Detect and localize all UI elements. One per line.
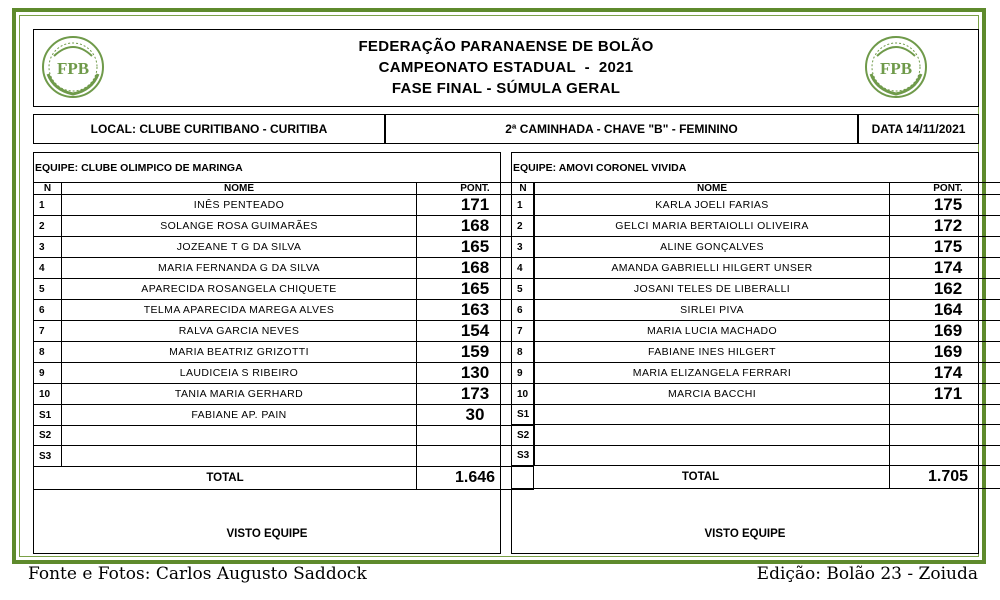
footer-source: Fonte e Fotos: Carlos Augusto Saddock [28, 564, 367, 584]
table-row [34, 405, 534, 426]
federation-logo-right [863, 34, 929, 100]
player-name: MARIA FERNANDA G DA SILVA [62, 258, 417, 279]
svg-text:FPB: FPB [56, 59, 90, 78]
player-score: 130 [417, 363, 534, 384]
player-name: KARLA JOELI FARIAS [535, 195, 890, 216]
total-value: 1.705 [890, 466, 1000, 489]
player-score: 174 [890, 363, 1000, 384]
player-name: ALINE GONÇALVES [535, 237, 890, 258]
local-text: LOCAL: CLUBE CURITIBANO - CURITIBA [90, 122, 328, 136]
row-number: 9 [512, 363, 535, 384]
column-header-pts: PONT. [890, 183, 1000, 195]
total-row [512, 466, 1000, 489]
table-row [512, 321, 1000, 342]
player-name: TANIA MARIA GERHARD [62, 384, 417, 405]
title-line-1: FEDERAÇÃO PARANAENSE DE BOLÃO [358, 38, 654, 55]
column-header-name: NOME [62, 183, 417, 195]
row-number: 2 [512, 216, 535, 237]
player-score: 175 [890, 237, 1000, 258]
row-number: 1 [34, 195, 62, 216]
player-name: FABIANE AP. PAIN [62, 405, 417, 426]
team-a-visto: VISTO EQUIPE [226, 528, 308, 540]
team-b-visto: VISTO EQUIPE [704, 528, 786, 540]
round-text: 2ª CAMINHADA - CHAVE "B" - FEMININO [505, 122, 738, 136]
player-score: 175 [890, 195, 1000, 216]
row-number: S3 [34, 446, 62, 466]
player-score: 169 [890, 321, 1000, 342]
player-score: 169 [890, 342, 1000, 363]
row-number: 8 [34, 342, 62, 363]
player-score: 174 [890, 258, 1000, 279]
player-name [535, 445, 890, 465]
team-a-table [33, 182, 534, 490]
table-row [512, 405, 1000, 425]
player-score [890, 405, 1000, 425]
player-score: 172 [890, 216, 1000, 237]
player-name: SIRLEI PIVA [535, 300, 890, 321]
player-score [890, 445, 1000, 465]
table-row [512, 363, 1000, 384]
title-line-3: FASE FINAL - SÚMULA GERAL [391, 80, 621, 97]
row-number: 10 [512, 384, 535, 405]
table-row [512, 216, 1000, 237]
player-score: 165 [417, 279, 534, 300]
round-box [385, 114, 858, 144]
team-b-table [511, 182, 1000, 489]
row-number: 9 [34, 363, 62, 384]
row-number: S2 [512, 425, 535, 445]
table-row [512, 342, 1000, 363]
table-row [34, 446, 534, 466]
table-row [34, 384, 534, 405]
row-number: 5 [34, 279, 62, 300]
row-number: S2 [34, 426, 62, 446]
player-score: 168 [417, 216, 534, 237]
table-row [34, 363, 534, 384]
player-name: JOSANI TELES DE LIBERALLI [535, 279, 890, 300]
player-score: 173 [417, 384, 534, 405]
player-name [62, 446, 417, 466]
table-row [34, 237, 534, 258]
table-header [512, 183, 1000, 195]
total-label: TOTAL [512, 466, 890, 489]
player-name: MARIA ELIZANGELA FERRARI [535, 363, 890, 384]
player-name: MARIA BEATRIZ GRIZOTTI [62, 342, 417, 363]
row-number: 3 [512, 237, 535, 258]
header-box [33, 29, 979, 107]
row-number: 6 [34, 300, 62, 321]
team-a-label: EQUIPE: CLUBE OLIMPICO DE MARINGA [35, 162, 243, 174]
player-score: 171 [890, 384, 1000, 405]
table-row [512, 279, 1000, 300]
date-box [858, 114, 979, 144]
player-score: 30 [417, 405, 534, 426]
table-header [34, 183, 534, 195]
player-name: LAUDICEIA S RIBEIRO [62, 363, 417, 384]
column-header-n: N [34, 183, 62, 195]
player-score: 163 [417, 300, 534, 321]
player-score: 162 [890, 279, 1000, 300]
row-number: 4 [34, 258, 62, 279]
player-name: JOZEANE T G DA SILVA [62, 237, 417, 258]
player-name: SOLANGE ROSA GUIMARÃES [62, 216, 417, 237]
column-header-name: NOME [535, 183, 890, 195]
player-name [535, 425, 890, 445]
table-row [512, 384, 1000, 405]
player-score [890, 425, 1000, 445]
team-b-label: EQUIPE: AMOVI CORONEL VIVIDA [513, 162, 687, 174]
federation-logo-left [40, 34, 106, 100]
row-number: 6 [512, 300, 535, 321]
total-value: 1.646 [417, 466, 534, 489]
column-header-n: N [512, 183, 535, 195]
table-row [512, 445, 1000, 465]
date-text: DATA 14/11/2021 [871, 122, 966, 136]
player-name: AMANDA GABRIELLI HILGERT UNSER [535, 258, 890, 279]
player-name: TELMA APARECIDA MAREGA ALVES [62, 300, 417, 321]
total-label: TOTAL [34, 466, 417, 489]
table-row [34, 426, 534, 446]
table-row [512, 195, 1000, 216]
row-number: 1 [512, 195, 535, 216]
table-row [34, 216, 534, 237]
player-name: APARECIDA ROSANGELA CHIQUETE [62, 279, 417, 300]
svg-text:FPB: FPB [879, 59, 913, 78]
player-score: 165 [417, 237, 534, 258]
row-number: S1 [34, 405, 62, 426]
table-row [34, 195, 534, 216]
row-number: 10 [34, 384, 62, 405]
player-name: MARIA LUCIA MACHADO [535, 321, 890, 342]
table-row [512, 300, 1000, 321]
table-row [512, 425, 1000, 445]
column-header-pts: PONT. [417, 183, 534, 195]
title-line-2: CAMPEONATO ESTADUAL - 2021 [378, 59, 634, 76]
player-score: 168 [417, 258, 534, 279]
table-row [34, 342, 534, 363]
row-number: 2 [34, 216, 62, 237]
player-score: 171 [417, 195, 534, 216]
table-row [34, 321, 534, 342]
footer-edition: Edição: Bolão 23 - Zoiuda [756, 564, 978, 584]
row-number: 8 [512, 342, 535, 363]
player-name: RALVA GARCIA NEVES [62, 321, 417, 342]
local-box [33, 114, 385, 144]
table-row [34, 300, 534, 321]
player-score: 164 [890, 300, 1000, 321]
row-number: 3 [34, 237, 62, 258]
player-name: GELCI MARIA BERTAIOLLI OLIVEIRA [535, 216, 890, 237]
player-name: FABIANE INES HILGERT [535, 342, 890, 363]
row-number: S1 [512, 405, 535, 425]
total-row [34, 466, 534, 489]
player-score: 154 [417, 321, 534, 342]
table-row [512, 237, 1000, 258]
player-score: 159 [417, 342, 534, 363]
row-number: 5 [512, 279, 535, 300]
row-number: S3 [512, 445, 535, 465]
player-name [535, 405, 890, 425]
table-row [512, 258, 1000, 279]
player-name: MARCIA BACCHI [535, 384, 890, 405]
row-number: 7 [512, 321, 535, 342]
row-number: 4 [512, 258, 535, 279]
player-name [62, 426, 417, 446]
table-row [34, 279, 534, 300]
table-row [34, 258, 534, 279]
player-name: INÊS PENTEADO [62, 195, 417, 216]
row-number: 7 [34, 321, 62, 342]
